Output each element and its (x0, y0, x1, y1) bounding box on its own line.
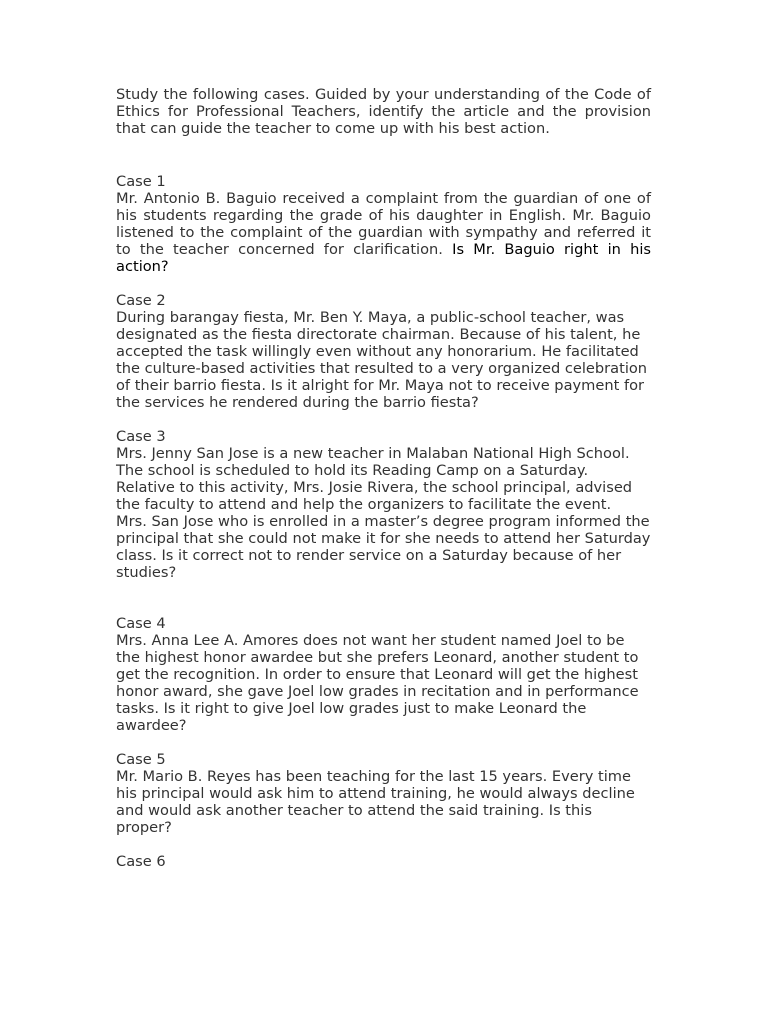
case-1-text: Mr. Antonio B. Baguio received a complaint from the guardian of one of his students regarding the grade of his daughter in English. Mr. Baguio listened to the complaint of the guardian with sympathy and referred it to the teacher concerned for clarification. (116, 190, 651, 258)
case-1 (116, 173, 651, 275)
case-4-body: Mrs. Anna Lee A. Amores does not want her student named Joel to be the highest honor awardee but she prefers Leonard, another student to get the recognition. In order to ensure that Leonard will get the highest honor award, she gave Joel low grades in recitation and in performance tasks. Is it right to give Joel low grades just to make Leonard the awardee? (116, 632, 639, 734)
intro-paragraph: Study the following cases. Guided by your understanding of the Code of Ethics for Professional Teachers, identify the article and the provision that can guide the teacher to come up with his best action. (116, 86, 651, 137)
case-3-paragraph-1: Mrs. Jenny San Jose is a new teacher in Malaban National High School. The school is scheduled to hold its Reading Camp on a Saturday. Relative to this activity, Mrs. Josie Rivera, the school principal, advised the faculty to attend and help the organizers to facilitate the event. (116, 445, 633, 513)
case-6 (116, 853, 651, 870)
case-4 (116, 615, 651, 734)
case-3 (116, 428, 651, 581)
case-1-heading: Case 1 (116, 173, 166, 190)
case-5 (116, 751, 651, 836)
case-5-heading: Case 5 (116, 751, 166, 768)
case-5-body: Mr. Mario B. Reyes has been teaching for the last 15 years. Every time his principal would ask him to attend training, he would always decline and would ask another teacher to attend the said training. Is this proper? (116, 768, 635, 836)
case-2-heading: Case 2 (116, 292, 166, 309)
case-6-heading: Case 6 (116, 853, 166, 870)
case-4-heading: Case 4 (116, 615, 166, 632)
case-2 (116, 292, 651, 411)
case-2-body: During barangay fiesta, Mr. Ben Y. Maya, a public-school teacher, was designated as the fiesta directorate chairman. Because of his talent, he accepted the task willingly even without any honorarium. He facilitated the culture-based activities that resulted to a very organized celebration of their barrio fiesta. Is it alright for Mr. Maya not to receive payment for the services he rendered during the barrio fiesta? (116, 309, 648, 411)
case-3-heading: Case 3 (116, 428, 166, 445)
case-1-question: Is Mr. Baguio right in his action? (116, 241, 651, 275)
case-1-body (116, 190, 651, 275)
document-page (116, 86, 651, 870)
case-3-paragraph-2: Mrs. San Jose who is enrolled in a master’s degree program informed the principal that she could not make it for she needs to attend her Saturday class. Is it correct not to render service on a Saturday because of her studies? (116, 513, 651, 581)
